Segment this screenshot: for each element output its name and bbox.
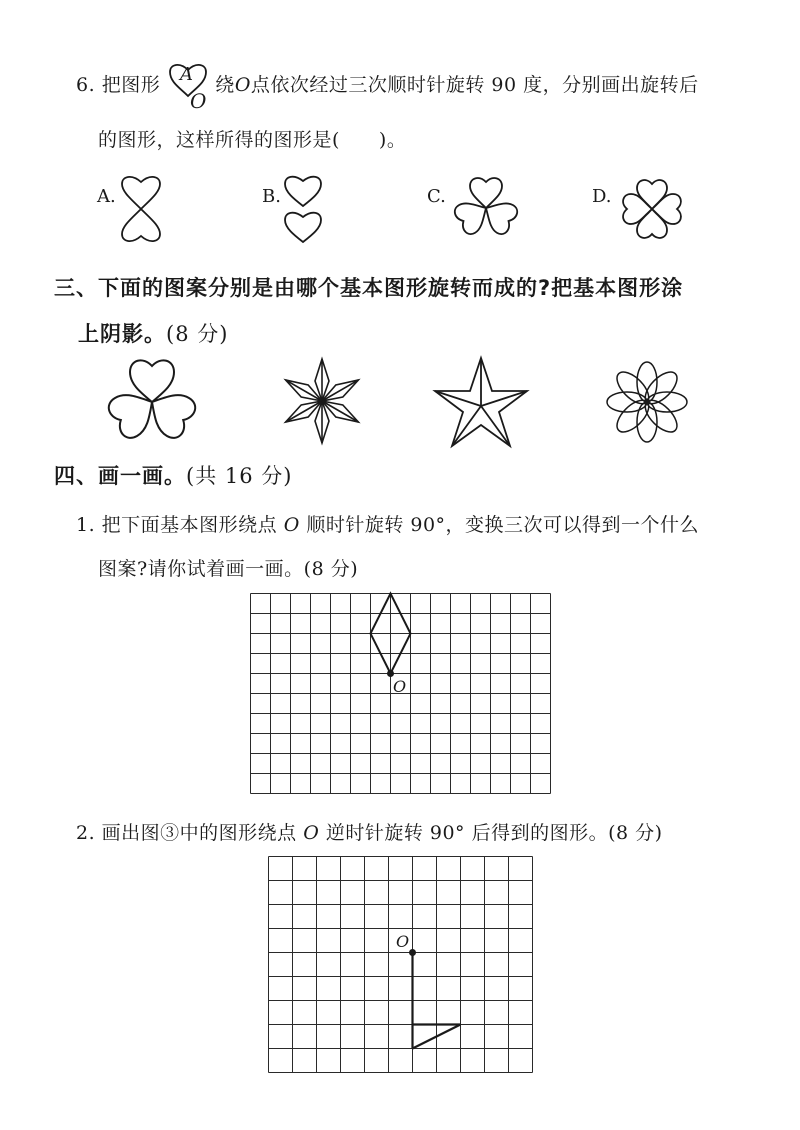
section3-star-figure — [430, 354, 532, 450]
s4-q1-point: O — [283, 514, 300, 536]
point-o-dot — [409, 949, 416, 956]
s4-q2-line — [76, 818, 663, 845]
q6-line2: 的图形，这样所得的图形是( )。 — [98, 129, 407, 151]
section3-line2-text: 上阴影。 — [78, 322, 166, 346]
s4-q2-point: O — [303, 822, 320, 844]
s4-q1-text-a: 1. 把下面基本图形绕点 — [76, 514, 284, 536]
section3-clover-figure — [100, 352, 204, 448]
section3-rosette-figure — [600, 360, 694, 444]
q6-text-part1: 把图形 — [101, 74, 161, 96]
q6-option-b-label: B. — [262, 186, 281, 207]
q6-option-b-figure — [282, 172, 324, 244]
s4-q1-line1 — [76, 510, 699, 537]
section3-snowflake-figure — [276, 355, 368, 447]
q6-text-part3: 点依次经过三次顺时针旋转 90 度，分别画出旋转后 — [250, 74, 699, 96]
q6-inline-letter-o: O — [190, 89, 207, 113]
section4-title-text: 四、画一画。 — [54, 464, 186, 488]
section3-title: 三、下面的图案分别是由哪个基本图形旋转而成的?把基本图形涂 — [54, 276, 684, 300]
section4-title — [54, 460, 292, 490]
s4-q1-text-b: 顺时针旋转 90°，变换三次可以得到一个什么 — [299, 514, 700, 536]
q6-text-part2: 绕 — [215, 74, 235, 96]
q6-option-d-figure — [614, 172, 690, 246]
section4-points: (共 16 分) — [186, 464, 293, 488]
point-o-dot — [387, 670, 394, 677]
q6-option-c-figure — [448, 172, 524, 240]
q6-option-c-label: C. — [427, 186, 446, 207]
q6-option-a-figure — [118, 172, 164, 246]
s4-q1-line2: 图案?请你试着画一画。(8 分) — [98, 558, 359, 580]
s4-q2-text-a: 2. 画出图③中的图形绕点 — [76, 822, 304, 844]
q6-option-d-label: D. — [592, 186, 612, 207]
section3-points: (8 分) — [166, 322, 229, 346]
s4-q2-text-b: 逆时针旋转 90° 后得到的图形。(8 分) — [319, 822, 663, 844]
grid-lines — [269, 857, 533, 1073]
q6-inline-letter-a: A — [180, 64, 193, 85]
s4-q2-point-label: O — [396, 932, 410, 951]
s4-q2-grid — [268, 856, 532, 1070]
s4-q1-point-label: O — [393, 677, 407, 696]
section3-line2 — [78, 318, 228, 348]
q6-number: 6. — [76, 74, 96, 96]
q6-point-o: O — [234, 74, 251, 96]
q6-option-a-label: A. — [97, 186, 116, 207]
